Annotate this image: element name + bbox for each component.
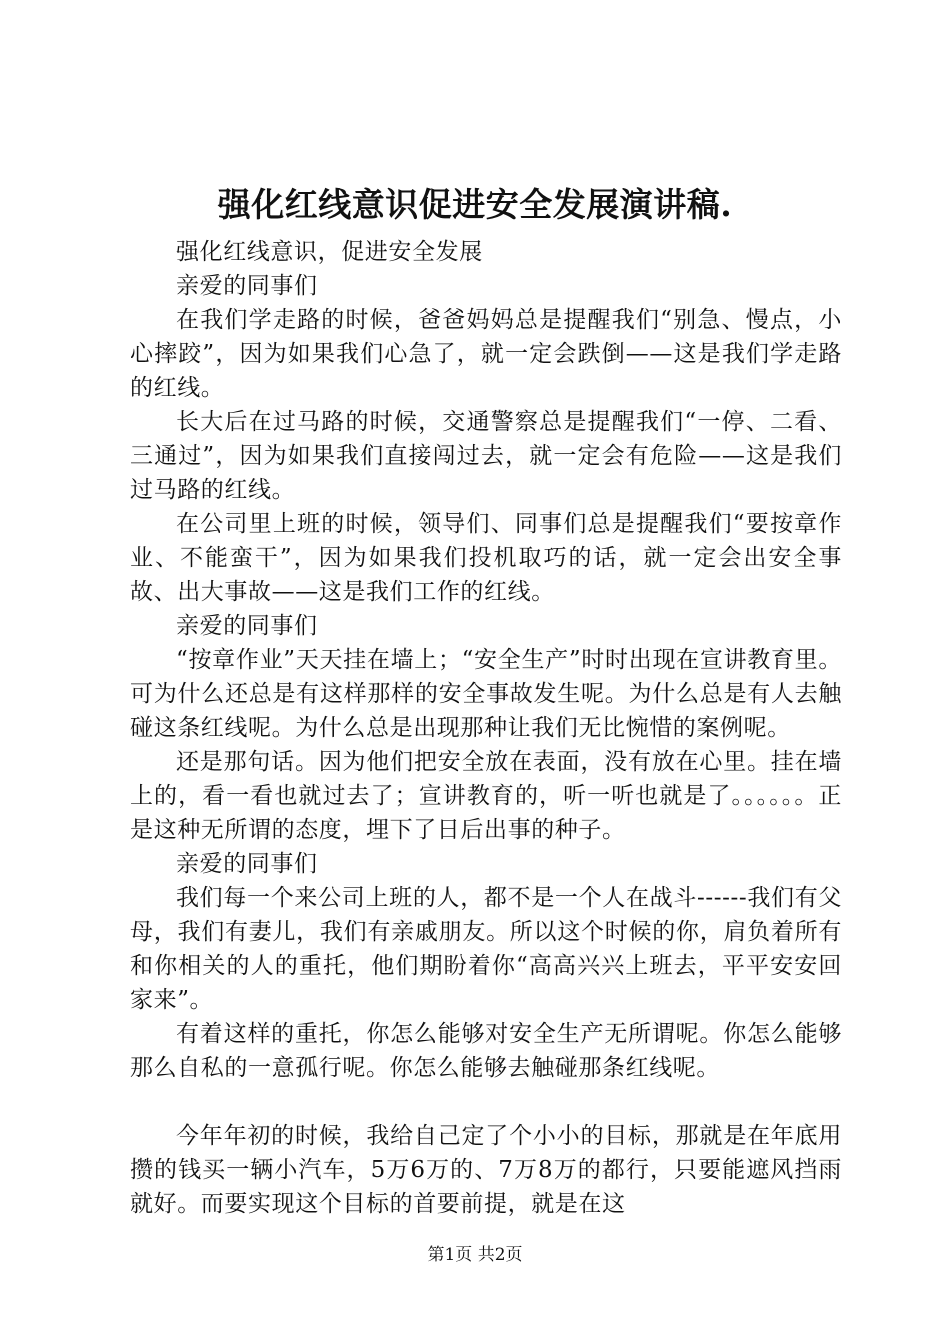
paragraph: 长大后在过马路的时候，交通警察总是提醒我们“一停、二看、三通过”，因为如果我们直接闯过去，就一定会有危险——这是我们过马路的红线。: [130, 409, 842, 503]
document-body: [130, 235, 842, 1221]
paragraph: 还是那句话。因为他们把安全放在表面，没有放在心里。挂在墙上的，看一看也就过去了；宣讲教育的，听一听也就是了。。。。。。正是这种无所谓的态度，埋下了日后出事的种子。: [130, 749, 842, 843]
paragraph-greeting: 亲爱的同事们: [176, 851, 318, 877]
paragraph: 在我们学走路的时候，爸爸妈妈总是提醒我们“别急、慢点，小心摔跤”，因为如果我们心急了，就一定会跌倒——这是我们学走路的红线。: [130, 307, 842, 401]
paragraph: 我们每一个来公司上班的人，都不是一个人在战斗------我们有父母，我们有妻儿，我们有亲戚朋友。所以这个时候的你，肩负着所有和你相关的人的重托，他们期盼着你“高高兴兴上班去，平平安安回家来”。: [130, 885, 842, 1013]
paragraph: “按章作业”天天挂在墙上；“安全生产”时时出现在宣讲教育里。可为什么还总是有这样那样的安全事故发生呢。为什么总是有人去触碰这条红线呢。为什么总是出现那种让我们无比惋惜的案例呢。: [130, 647, 842, 741]
page-title: 强化红线意识促进安全发展演讲稿.: [217, 185, 733, 224]
paragraph-greeting: 亲爱的同事们: [176, 613, 318, 639]
paragraph-greeting: 亲爱的同事们: [176, 273, 318, 299]
paragraph: 今年年初的时候，我给自己定了个小小的目标，那就是在年底用攒的钱买一辆小汽车，5万6万的、7万8万的都行，只要能遮风挡雨就好。而要实现这个目标的首要前提，就是在这: [130, 1123, 842, 1217]
page-footer: 第1页 共2页: [427, 1245, 523, 1265]
paragraph: 有着这样的重托，你怎么能够对安全生产无所谓呢。你怎么能够那么自私的一意孤行呢。你怎么能够去触碰那条红线呢。: [130, 1021, 842, 1081]
paragraph: 在公司里上班的时候，领导们、同事们总是提醒我们“要按章作业、不能蛮干”，因为如果我们投机取巧的话，就一定会出安全事故、出大事故——这是我们工作的红线。: [130, 511, 842, 605]
paragraph-subtitle: 强化红线意识，促进安全发展: [176, 239, 483, 265]
